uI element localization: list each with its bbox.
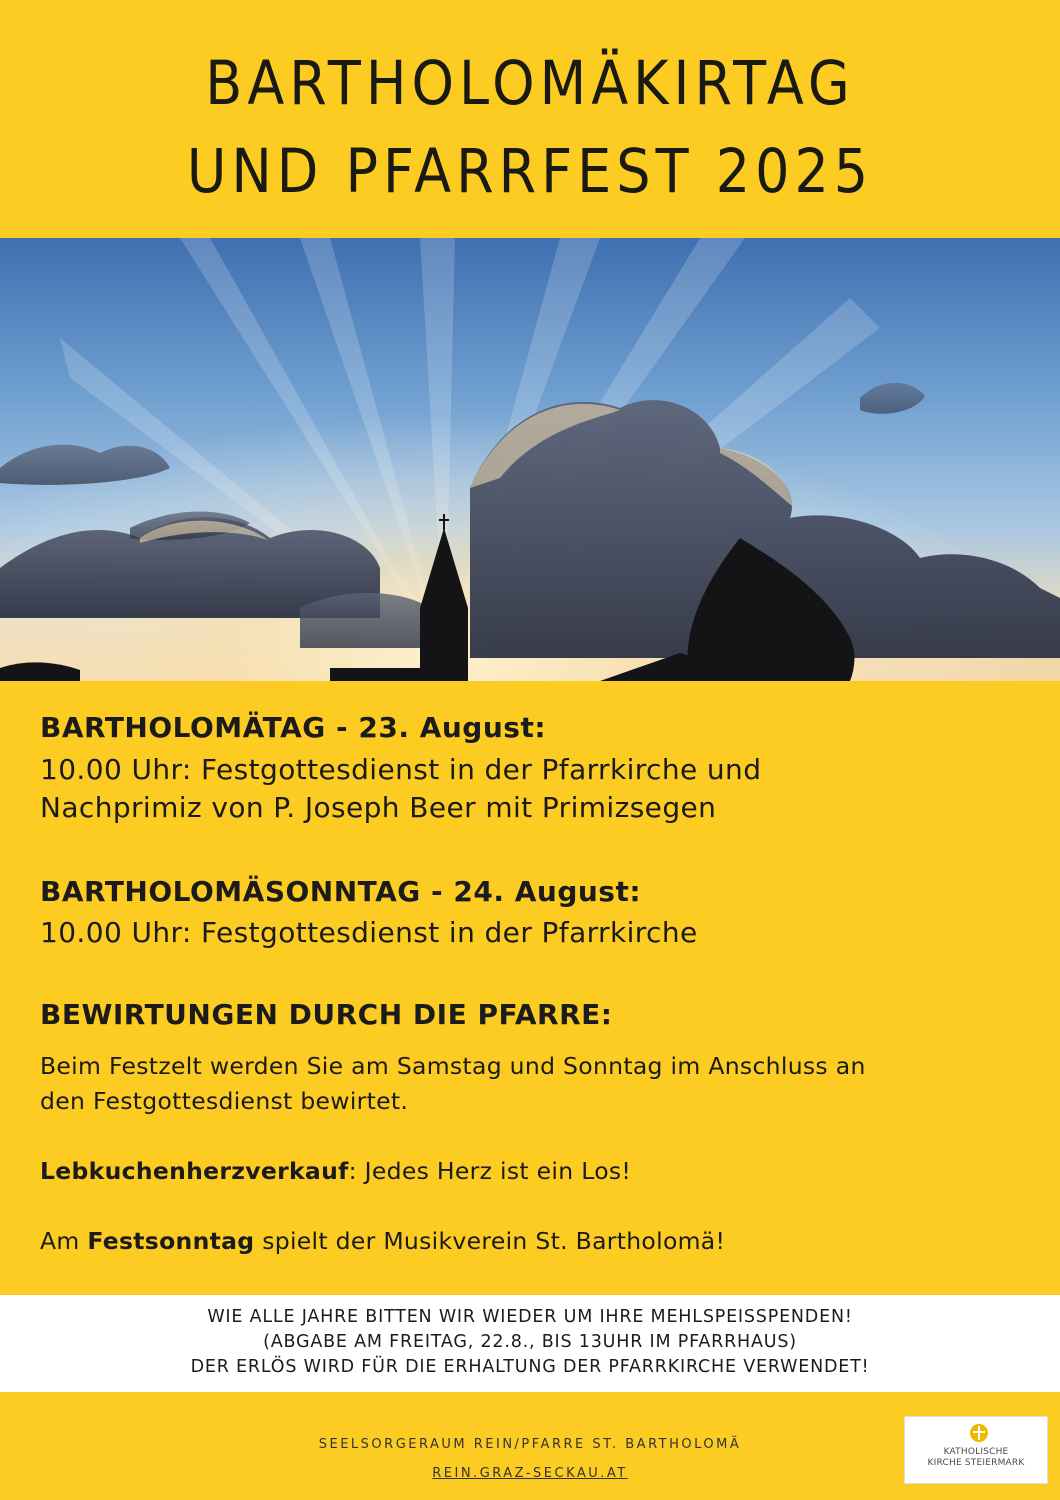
logo-text-line-2: KIRCHE STEIERMARK: [927, 1458, 1025, 1468]
page-title-line-2: UND PFARRFEST 2025: [186, 136, 874, 207]
notice-line-1: WIE ALLE JAHRE BITTEN WIR WIEDER UM IHRE MEHLSPEISSPENDEN!: [207, 1307, 853, 1327]
title-block: [0, 0, 1060, 238]
donation-notice-box: [0, 1295, 1060, 1392]
logo-text: [905, 1447, 1047, 1469]
event-text-saturday-line-1: 10.00 Uhr: Festgottesdienst in der Pfarrkirche und: [40, 753, 762, 786]
music-bold-label: Festsonntag: [87, 1227, 255, 1255]
music-paragraph: [40, 1225, 1030, 1258]
sky-with-church-image: [0, 238, 1060, 681]
church-sunset-photo: [0, 238, 1060, 681]
gingerbread-paragraph: [40, 1155, 1030, 1188]
cross-icon: [969, 1423, 989, 1443]
notice-line-2: (ABGABE AM FREITAG, 22.8., BIS 13UHR IM PFARRHAUS): [263, 1332, 797, 1352]
gingerbread-bold-label: Lebkuchenherzverkauf: [40, 1157, 349, 1185]
event-text-saturday-line-2: Nachprimiz von P. Joseph Beer mit Primizsegen: [40, 791, 717, 824]
hospitality-paragraph-line-1: Beim Festzelt werden Sie am Samstag und Sonntag im Anschluss an: [40, 1052, 866, 1080]
event-heading-saturday: BARTHOLOMÄTAG - 23. August:: [40, 711, 547, 744]
hospitality-heading: BEWIRTUNGEN DURCH DIE PFARRE:: [40, 998, 613, 1031]
page-title-line-1: BARTHOLOMÄKIRTAG: [205, 48, 855, 119]
footer-website-link[interactable]: REIN.GRAZ-SECKAU.AT: [432, 1466, 628, 1481]
footer-organization: SEELSORGERAUM REIN/PFARRE ST. BARTHOLOMÄ: [318, 1437, 742, 1452]
event-text-sunday-line-1: 10.00 Uhr: Festgottesdienst in der Pfarrkirche: [40, 916, 698, 949]
hospitality-paragraph-line-2: den Festgottesdienst bewirtet.: [40, 1087, 409, 1115]
notice-line-3: DER ERLÖS WIRD FÜR DIE ERHALTUNG DER PFARRKIRCHE VERWENDET!: [190, 1357, 870, 1377]
logo-text-line-1: KATHOLISCHE: [943, 1447, 1009, 1457]
music-prefix: Am: [40, 1227, 88, 1255]
music-text: spielt der Musikverein St. Bartholomä!: [254, 1227, 726, 1255]
gingerbread-text: : Jedes Herz ist ein Los!: [348, 1157, 632, 1185]
event-heading-sunday: BARTHOLOMÄSONNTAG - 24. August:: [40, 875, 642, 908]
catholic-church-styria-logo: [904, 1416, 1048, 1484]
